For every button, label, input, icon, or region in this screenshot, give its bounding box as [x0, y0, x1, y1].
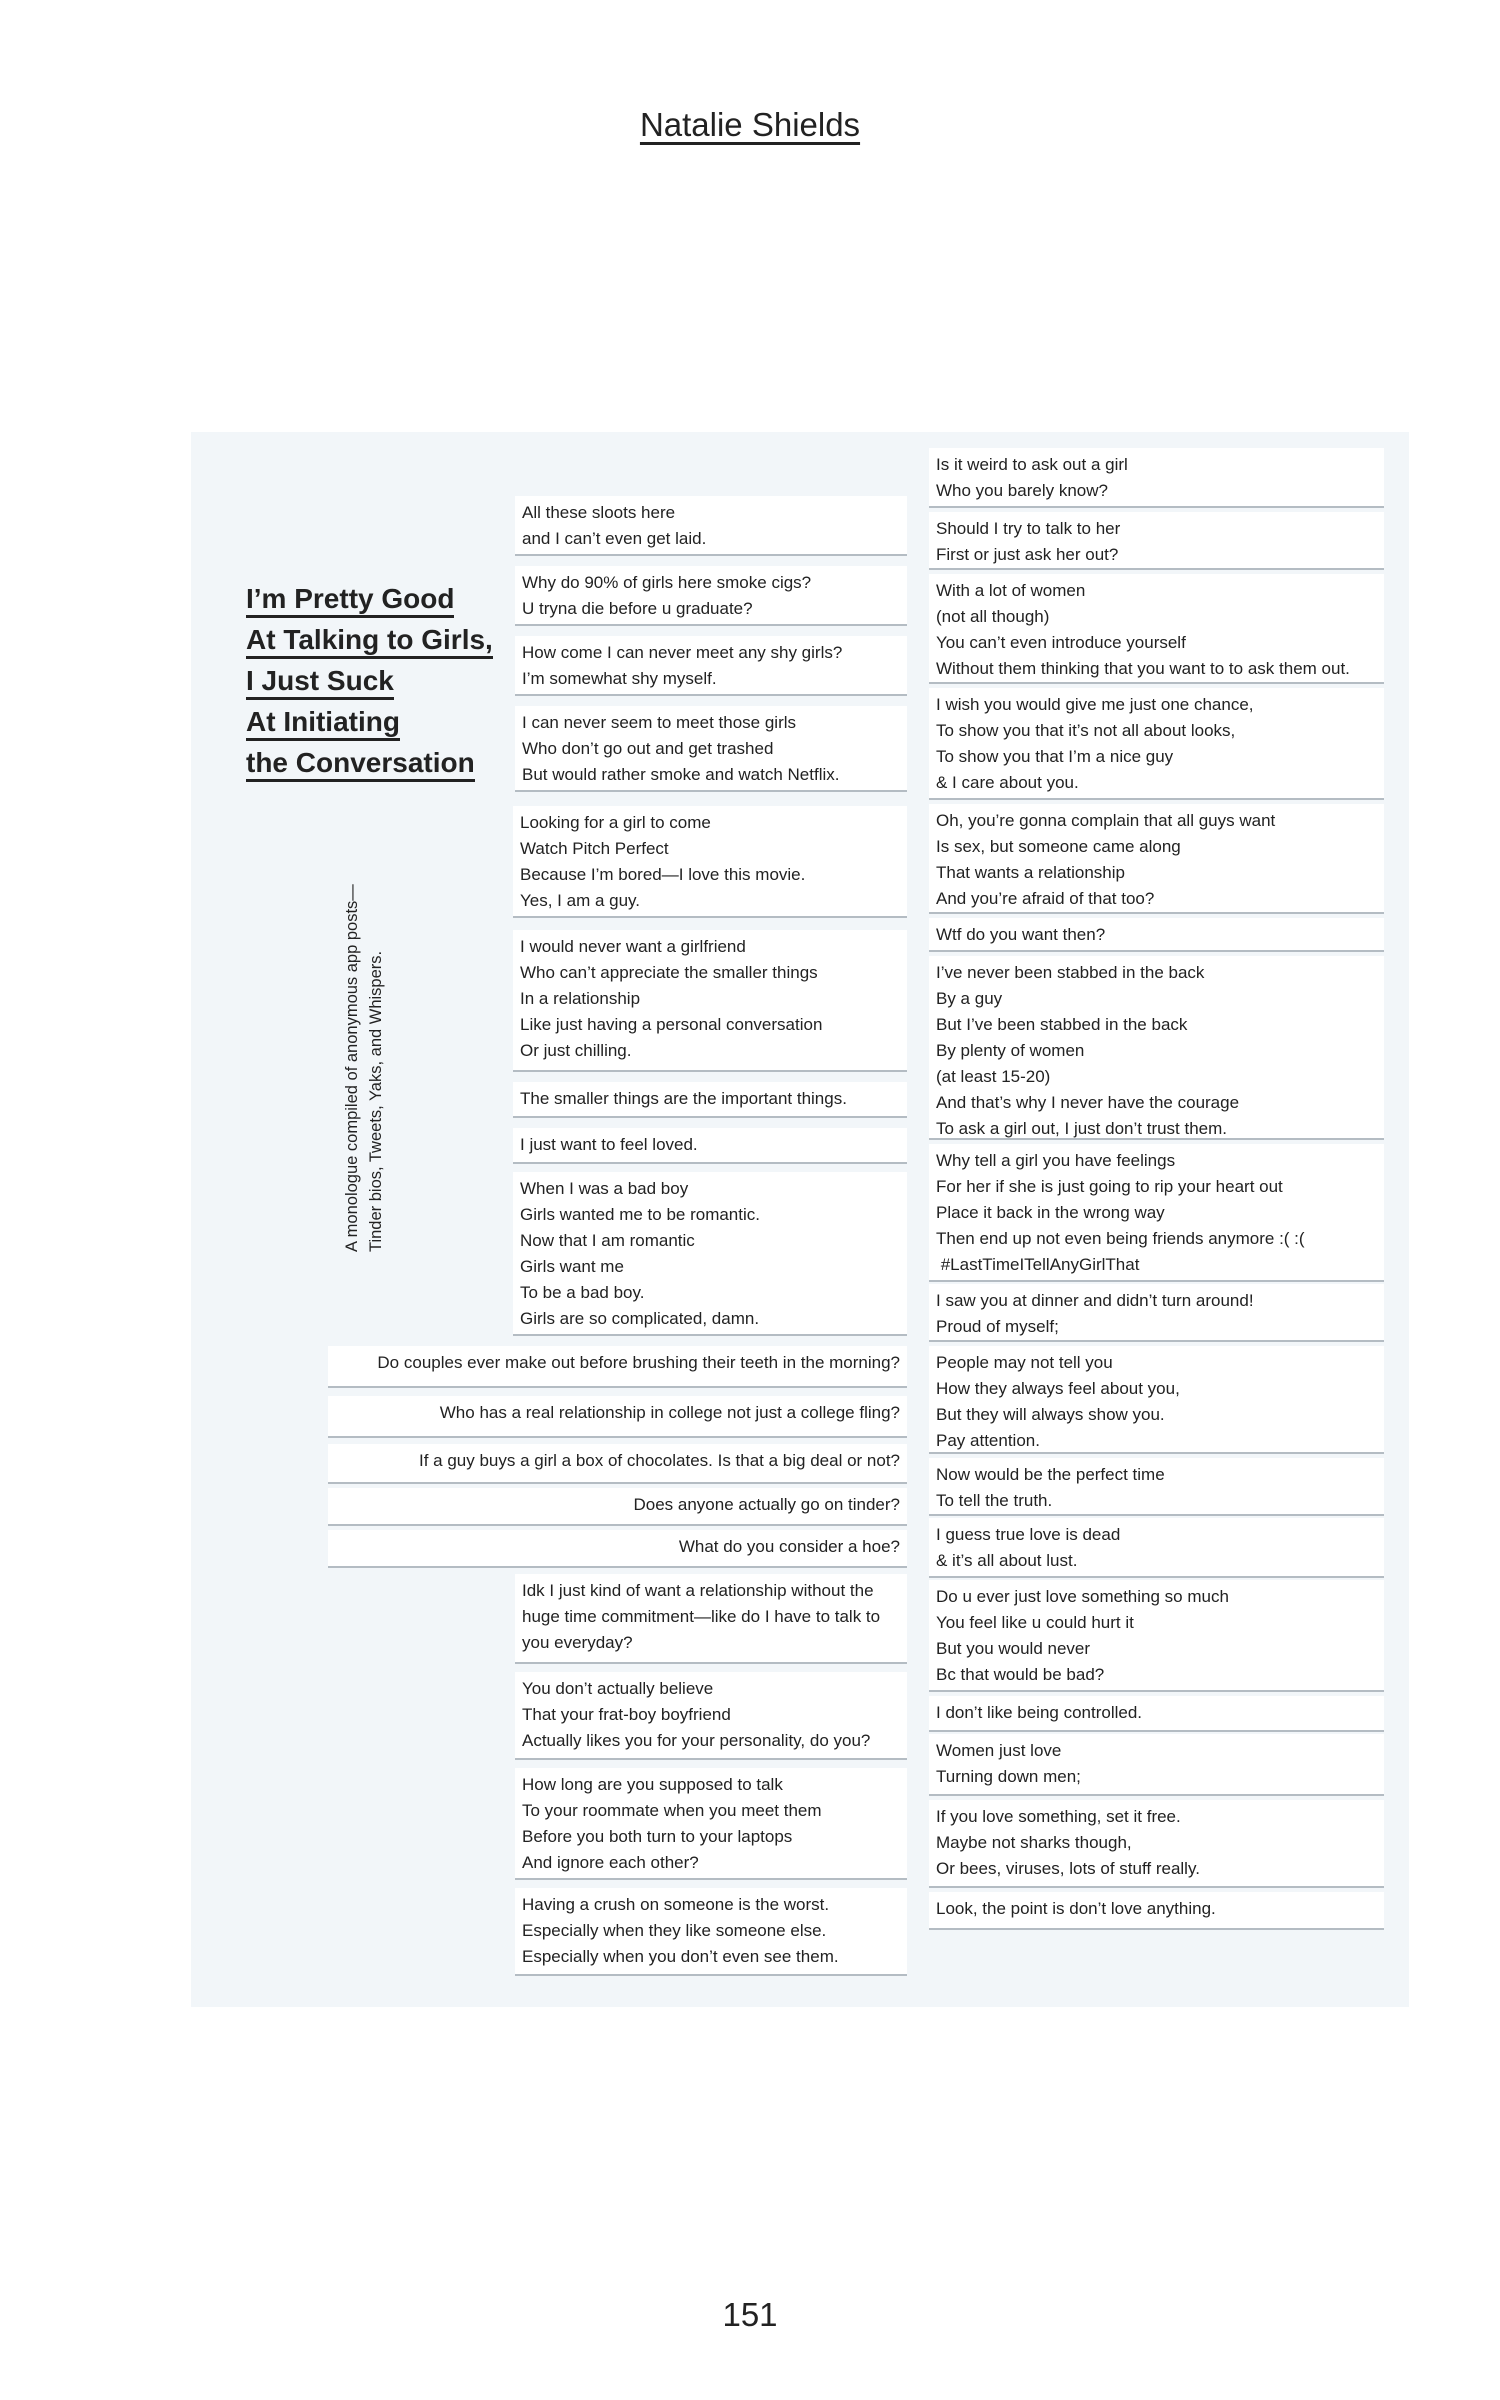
poem-subtitle — [340, 832, 388, 1252]
post-card: I can never seem to meet those girls Who don’t go out and get trashed But would rather smoke and watch Netflix. — [515, 706, 907, 792]
post-card: Is it weird to ask out a girl Who you barely know? — [929, 448, 1384, 508]
post-card: Now would be the perfect time To tell the truth. — [929, 1458, 1384, 1516]
post-card: Looking for a girl to come Watch Pitch Perfect Because I’m bored—I love this movie. Yes, I am a guy. — [513, 806, 907, 918]
post-card: Women just love Turning down men; — [929, 1734, 1384, 1796]
title-line: the Conversation — [246, 746, 475, 782]
post-card: All these sloots here and I can’t even get laid. — [515, 496, 907, 556]
post-card: Oh, you’re gonna complain that all guys want Is sex, but someone came along That wants a relationship And you’re afraid of that too? — [929, 804, 1384, 914]
post-card: When I was a bad boy Girls wanted me to be romantic. Now that I am romantic Girls want me To be a bad boy. Girls are so complicated, damn. — [513, 1172, 907, 1336]
post-card: People may not tell you How they always feel about you, But they will always show you. Pay attention. — [929, 1346, 1384, 1454]
post-card: With a lot of women (not all though) You can’t even introduce yourself Without them thinking that you want to to ask them out. — [929, 574, 1384, 684]
post-card: I guess true love is dead & it’s all about lust. — [929, 1518, 1384, 1578]
post-card: How long are you supposed to talk To your roommate when you meet them Before you both turn to your laptops And ignore each other? — [515, 1768, 907, 1880]
post-card: I don’t like being controlled. — [929, 1696, 1384, 1732]
post-card: Does anyone actually go on tinder? — [328, 1488, 907, 1526]
poem-title — [246, 582, 516, 787]
post-card: I would never want a girlfriend Who can’t appreciate the smaller things In a relationship Like just having a personal conversation Or just chilling. — [513, 930, 907, 1072]
post-card: Do u ever just love something so much You feel like u could hurt it But you would never Bc that would be bad? — [929, 1580, 1384, 1692]
post-card: Wtf do you want then? — [929, 918, 1384, 952]
page-number: 151 — [722, 2296, 778, 2333]
subtitle-line: Tinder bios, Tweets, Yaks, and Whispers. — [367, 950, 385, 1252]
post-card: If a guy buys a girl a box of chocolates. Is that a big deal or not? — [328, 1444, 907, 1484]
post-card: How come I can never meet any shy girls? I’m somewhat shy myself. — [515, 636, 907, 696]
post-card: Who has a real relationship in college not just a college fling? — [328, 1396, 907, 1438]
subtitle-line: A monologue compiled of anonymous app posts— — [343, 884, 361, 1252]
post-card: The smaller things are the important things. — [513, 1082, 907, 1118]
post-card: I’ve never been stabbed in the back By a guy But I’ve been stabbed in the back By plenty of women (at least 15-20) And that’s why I never have the courage To ask a girl out, I just don’t trust them. — [929, 956, 1384, 1140]
post-card: Why do 90% of girls here smoke cigs? U tryna die before u graduate? — [515, 566, 907, 626]
post-card: I just want to feel loved. — [513, 1128, 907, 1164]
post-card: Idk I just kind of want a relationship without the huge time commitment—like do I have to talk to you everyday? — [515, 1574, 907, 1664]
post-card: Having a crush on someone is the worst. Especially when they like someone else. Especially when you don’t even see them. — [515, 1888, 907, 1976]
author-name: Natalie Shields — [639, 106, 861, 143]
title-line: At Talking to Girls, — [246, 623, 493, 659]
post-card: If you love something, set it free. Maybe not sharks though, Or bees, viruses, lots of stuff really. — [929, 1800, 1384, 1888]
post-card: You don’t actually believe That your frat-boy boyfriend Actually likes you for your personality, do you? — [515, 1672, 907, 1760]
title-line: I’m Pretty Good — [246, 582, 454, 618]
post-card: Do couples ever make out before brushing their teeth in the morning? — [328, 1346, 907, 1388]
post-card: What do you consider a hoe? — [328, 1530, 907, 1568]
post-card: I wish you would give me just one chance, To show you that it’s not all about looks, To show you that I’m a nice guy & I care about you. — [929, 688, 1384, 800]
post-card: Should I try to talk to her First or just ask her out? — [929, 512, 1384, 570]
title-line: At Initiating — [246, 705, 400, 741]
post-card: Look, the point is don’t love anything. — [929, 1892, 1384, 1930]
title-line: I Just Suck — [246, 664, 394, 700]
post-card: Why tell a girl you have feelings For her if she is just going to rip your heart out Place it back in the wrong way Then end up not even being friends anymore :( :( #LastTimeITellAnyGirlThat — [929, 1144, 1384, 1282]
post-card: I saw you at dinner and didn’t turn around! Proud of myself; — [929, 1284, 1384, 1342]
